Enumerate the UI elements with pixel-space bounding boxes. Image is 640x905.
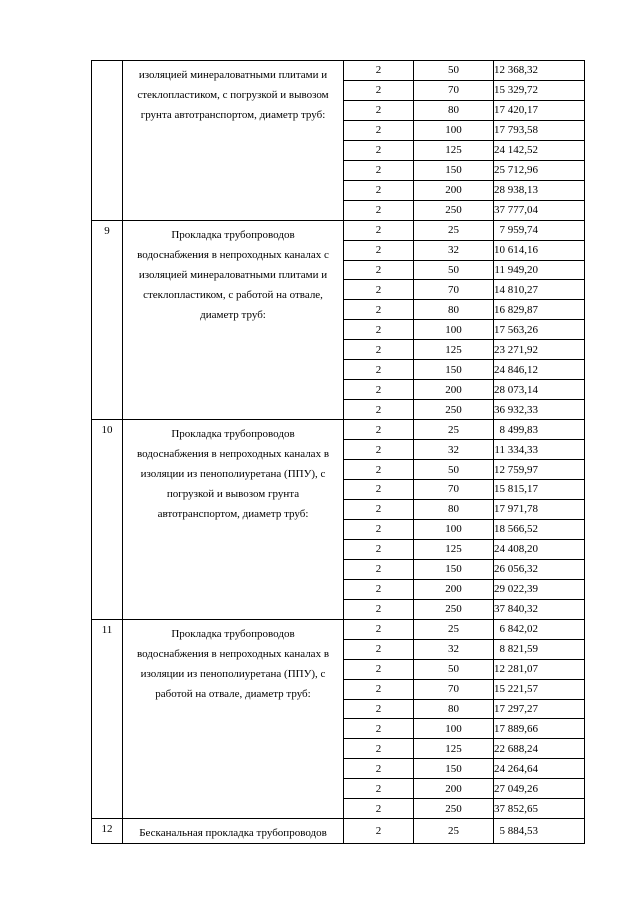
price-cell: 27 049,26 [494,779,585,799]
category-cell: 2 [344,140,414,160]
description-line: погрузкой и вывозом грунта [166,488,300,501]
item-number: 12 [92,819,123,844]
category-cell: 2 [344,619,414,639]
category-cell: 2 [344,799,414,819]
category-cell: 2 [344,100,414,120]
diameter-cell: 80 [414,100,494,120]
diameter-cell: 200 [414,380,494,400]
diameter-cell: 25 [414,819,494,844]
price-cell: 36 932,33 [494,400,585,420]
category-cell: 2 [344,759,414,779]
price-cell: 37 777,04 [494,200,585,220]
diameter-cell: 125 [414,739,494,759]
price-cell: 22 688,24 [494,739,585,759]
diameter-cell: 250 [414,599,494,619]
diameter-cell: 32 [414,240,494,260]
table-row [92,619,585,639]
category-cell: 2 [344,420,414,440]
price-cell: 24 846,12 [494,360,585,380]
diameter-cell: 125 [414,539,494,559]
diameter-cell: 200 [414,779,494,799]
category-cell: 2 [344,539,414,559]
diameter-cell: 150 [414,160,494,180]
description-line: водоснабжения в непроходных каналах в [136,647,330,660]
diameter-cell: 150 [414,360,494,380]
category-cell: 2 [344,280,414,300]
description-line: изоляции из пенополиуретана (ППУ), с [140,667,326,680]
item-number: 10 [92,420,123,620]
category-cell: 2 [344,519,414,539]
category-cell: 2 [344,819,414,844]
description-line: Бесканальная прокладка трубопроводов [139,827,327,840]
category-cell: 2 [344,300,414,320]
item-number [92,61,123,221]
price-cell: 5 884,53 [494,819,585,844]
diameter-cell: 70 [414,280,494,300]
price-cell: 24 142,52 [494,140,585,160]
diameter-cell: 80 [414,300,494,320]
description-line: изоляции из пенополиуретана (ППУ), с [140,468,326,481]
description-line: автотранспортом, диаметр труб: [157,508,309,521]
price-cell: 17 563,26 [494,320,585,340]
price-cell: 12 368,32 [494,61,585,81]
diameter-cell: 100 [414,719,494,739]
diameter-cell: 50 [414,260,494,280]
price-cell: 14 810,27 [494,280,585,300]
item-description [123,61,344,221]
category-cell: 2 [344,659,414,679]
category-cell: 2 [344,200,414,220]
description-line: диаметр труб: [200,308,266,321]
category-cell: 2 [344,80,414,100]
price-cell: 17 971,78 [494,499,585,519]
description-line: изоляцией минераловатными плитами и [138,69,328,81]
category-cell: 2 [344,639,414,659]
description-line: работой на отвале, диаметр труб: [155,687,311,700]
diameter-cell: 25 [414,619,494,639]
diameter-cell: 25 [414,420,494,440]
category-cell: 2 [344,260,414,280]
description-line: водоснабжения в непроходных каналах в [136,448,330,461]
price-cell: 8 499,83 [494,420,585,440]
description-line: Прокладка трубопроводов [171,428,295,441]
price-cell: 12 759,97 [494,460,585,480]
price-table-body [92,61,585,844]
description-line: грунта автотранспортом, диаметр труб: [140,109,326,121]
item-number: 9 [92,220,123,420]
price-cell: 6 842,02 [494,619,585,639]
table-row [92,220,585,240]
category-cell: 2 [344,579,414,599]
diameter-cell: 100 [414,519,494,539]
diameter-cell: 50 [414,659,494,679]
table-row [92,61,585,81]
item-description [123,619,344,819]
item-description [123,420,344,620]
price-cell: 11 334,33 [494,440,585,460]
table-row [92,819,585,844]
diameter-cell: 100 [414,320,494,340]
category-cell: 2 [344,340,414,360]
category-cell: 2 [344,360,414,380]
category-cell: 2 [344,679,414,699]
category-cell: 2 [344,559,414,579]
price-cell: 25 712,96 [494,160,585,180]
price-cell: 18 566,52 [494,519,585,539]
price-cell: 16 829,87 [494,300,585,320]
diameter-cell: 100 [414,120,494,140]
diameter-cell: 32 [414,639,494,659]
category-cell: 2 [344,220,414,240]
price-cell: 37 840,32 [494,599,585,619]
category-cell: 2 [344,61,414,81]
item-number: 11 [92,619,123,819]
price-cell: 15 815,17 [494,480,585,500]
diameter-cell: 200 [414,579,494,599]
price-cell: 24 264,64 [494,759,585,779]
category-cell: 2 [344,240,414,260]
category-cell: 2 [344,739,414,759]
diameter-cell: 50 [414,460,494,480]
category-cell: 2 [344,180,414,200]
price-cell: 37 852,65 [494,799,585,819]
price-cell: 17 297,27 [494,699,585,719]
price-cell: 29 022,39 [494,579,585,599]
price-cell: 11 949,20 [494,260,585,280]
diameter-cell: 80 [414,699,494,719]
price-table [91,60,585,844]
price-cell: 24 408,20 [494,539,585,559]
price-cell: 7 959,74 [494,220,585,240]
price-cell: 28 073,14 [494,380,585,400]
item-description [123,819,344,844]
diameter-cell: 32 [414,440,494,460]
category-cell: 2 [344,499,414,519]
diameter-cell: 150 [414,559,494,579]
category-cell: 2 [344,719,414,739]
diameter-cell: 80 [414,499,494,519]
diameter-cell: 200 [414,180,494,200]
category-cell: 2 [344,400,414,420]
category-cell: 2 [344,699,414,719]
price-cell: 23 271,92 [494,340,585,360]
category-cell: 2 [344,120,414,140]
category-cell: 2 [344,320,414,340]
price-cell: 8 821,59 [494,639,585,659]
diameter-cell: 125 [414,140,494,160]
description-line: водоснабжения в непроходных каналах с [137,248,329,261]
diameter-cell: 70 [414,80,494,100]
price-cell: 17 889,66 [494,719,585,739]
diameter-cell: 250 [414,400,494,420]
price-cell: 17 420,17 [494,100,585,120]
price-cell: 12 281,07 [494,659,585,679]
description-line: стеклопластиком, с работой на отвале, [143,288,323,301]
category-cell: 2 [344,160,414,180]
diameter-cell: 70 [414,480,494,500]
price-cell: 17 793,58 [494,120,585,140]
diameter-cell: 250 [414,200,494,220]
description-line: стеклопластиком, с погрузкой и вывозом [137,89,329,101]
price-cell: 15 221,57 [494,679,585,699]
price-cell: 15 329,72 [494,80,585,100]
item-description [123,220,344,420]
category-cell: 2 [344,599,414,619]
diameter-cell: 25 [414,220,494,240]
diameter-cell: 125 [414,340,494,360]
category-cell: 2 [344,380,414,400]
diameter-cell: 150 [414,759,494,779]
table-row [92,420,585,440]
diameter-cell: 70 [414,679,494,699]
category-cell: 2 [344,460,414,480]
category-cell: 2 [344,480,414,500]
diameter-cell: 50 [414,61,494,81]
price-cell: 10 614,16 [494,240,585,260]
price-cell: 28 938,13 [494,180,585,200]
description-line: Прокладка трубопроводов [171,228,295,241]
price-cell: 26 056,32 [494,559,585,579]
diameter-cell: 250 [414,799,494,819]
category-cell: 2 [344,440,414,460]
description-line: изоляцией минераловатными плитами и [138,268,328,281]
description-line: Прокладка трубопроводов [171,627,295,640]
category-cell: 2 [344,779,414,799]
